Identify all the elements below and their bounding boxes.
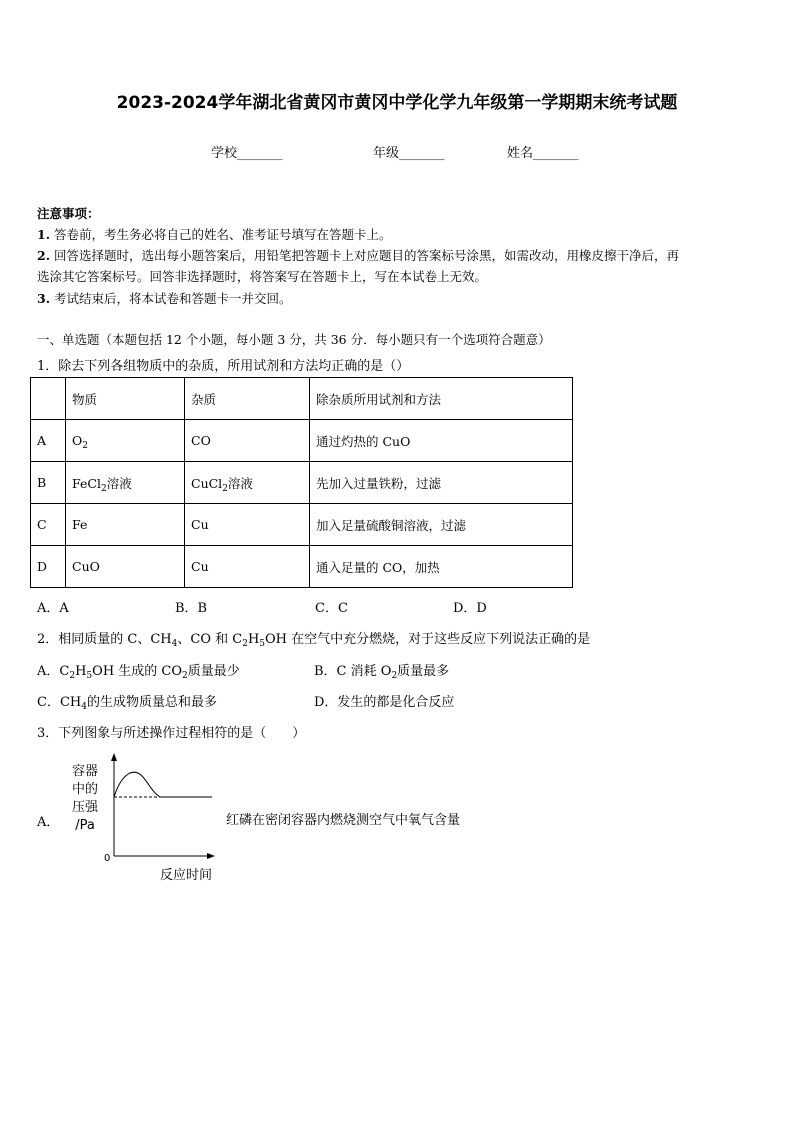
- q2-option-c: C．$CH_4$的生成物质量总和最多: [37, 695, 217, 712]
- table-header-cell: 杂质: [185, 378, 310, 420]
- q1-option-b: B．B: [175, 601, 208, 616]
- q1-option-c: C．C: [315, 601, 348, 616]
- row-substance: FeCl$_2$溶液: [66, 462, 185, 504]
- q3-stem: 3．下列图象与所述操作过程相符的是（ ）: [37, 726, 306, 741]
- q2-option-b: B．C 消耗 $O_2$质量最多: [314, 664, 450, 681]
- row-substance: Fe: [66, 504, 185, 546]
- note-3-number: 3.: [37, 291, 51, 306]
- note-1-text: 答卷前，考生务必将自己的姓名、准考证号填写在答题卡上。: [54, 227, 392, 242]
- row-label: C: [31, 504, 66, 546]
- row-impurity: Cu: [185, 546, 310, 588]
- notes-heading: 注意事项：: [37, 206, 100, 221]
- row-method: 先加入过量铁粉，过滤: [310, 462, 573, 504]
- note-2-number: 2.: [37, 248, 51, 263]
- q1-table: [30, 377, 573, 588]
- row-substance: $O_2$: [66, 420, 185, 462]
- table-header-cell: 物质: [66, 378, 185, 420]
- note-1: [37, 225, 392, 243]
- table-header-cell: 除杂质所用试剂和方法: [310, 378, 573, 420]
- note-2-line2: 选涂其它答案标号。回答非选择题时，将答案写在答题卡上，写在本试卷上无效。: [37, 269, 488, 284]
- table-row: [31, 420, 573, 462]
- q2-option-a: A．$C_2H_5OH$ 生成的 $CO_2$质量最少: [37, 664, 240, 681]
- note-1-number: 1.: [37, 227, 51, 242]
- y-label-line: /Pa: [75, 818, 95, 833]
- y-axis-arrow-icon: [111, 753, 117, 761]
- q1-option-a: A．A: [37, 601, 69, 616]
- q2-option-d: D．发生的都是化合反应: [314, 695, 455, 710]
- note-2: [37, 246, 679, 264]
- pressure-time-graph: [100, 752, 220, 864]
- y-label-line: 压强: [72, 800, 99, 815]
- row-method: 加入足量硫酸铜溶液，过滤: [310, 504, 573, 546]
- graph-x-axis-label: 反应时间: [160, 868, 213, 883]
- graph-origin-label: 0: [104, 853, 111, 864]
- table-header-row: [31, 378, 573, 420]
- table-row: [31, 504, 573, 546]
- note-2-line1: 回答选择题时，选出每小题答案后，用铅笔把答题卡上对应题目的答案标号涂黑，如需改动，用橡皮擦干净后，再: [54, 248, 680, 263]
- grade-field: 年级_______: [373, 146, 445, 161]
- row-label: A: [31, 420, 66, 462]
- page-title: 2023-2024学年湖北省黄冈市黄冈中学化学九年级第一学期期末统考试题: [116, 93, 678, 113]
- name-field: 姓名_______: [507, 146, 579, 161]
- table-row: [31, 462, 573, 504]
- section-heading: 一、单选题（本题包括 12 个小题，每小题 3 分，共 36 分．每小题只有一个选项符合题意）: [37, 332, 551, 347]
- row-substance: CuO: [66, 546, 185, 588]
- row-impurity: CuCl$_2$溶液: [185, 462, 310, 504]
- table-row: [31, 546, 573, 588]
- school-field: 学校_______: [211, 146, 283, 161]
- note-3-text: 考试结束后，将本试卷和答题卡一并交回。: [54, 291, 292, 306]
- table-header-cell: [31, 378, 66, 420]
- q3-option-a-label: A．: [37, 815, 60, 830]
- row-method: 通过灼热的 CuO: [310, 420, 573, 462]
- graph-y-axis-label: [72, 763, 98, 835]
- y-label-line: 中的: [72, 782, 99, 797]
- pressure-curve: [114, 772, 212, 797]
- q1-stem: 1．除去下列各组物质中的杂质，所用试剂和方法均正确的是（）: [37, 359, 410, 374]
- row-impurity: CO: [185, 420, 310, 462]
- q2-stem: 2．相同质量的 C、$CH_4$、CO 和 $C_2H_5OH$ 在空气中充分燃烧，对于这些反应下列说法正确的是: [37, 632, 591, 649]
- y-label-line: 容器: [72, 764, 99, 779]
- x-axis-arrow-icon: [207, 853, 215, 859]
- row-method: 通入足量的 CO，加热: [310, 546, 573, 588]
- row-impurity: Cu: [185, 504, 310, 546]
- note-3: [37, 289, 292, 307]
- row-label: B: [31, 462, 66, 504]
- q3-option-a-caption: 红磷在密闭容器内燃烧测空气中氧气含量: [226, 813, 461, 828]
- row-label: D: [31, 546, 66, 588]
- q1-option-d: D．D: [453, 601, 487, 616]
